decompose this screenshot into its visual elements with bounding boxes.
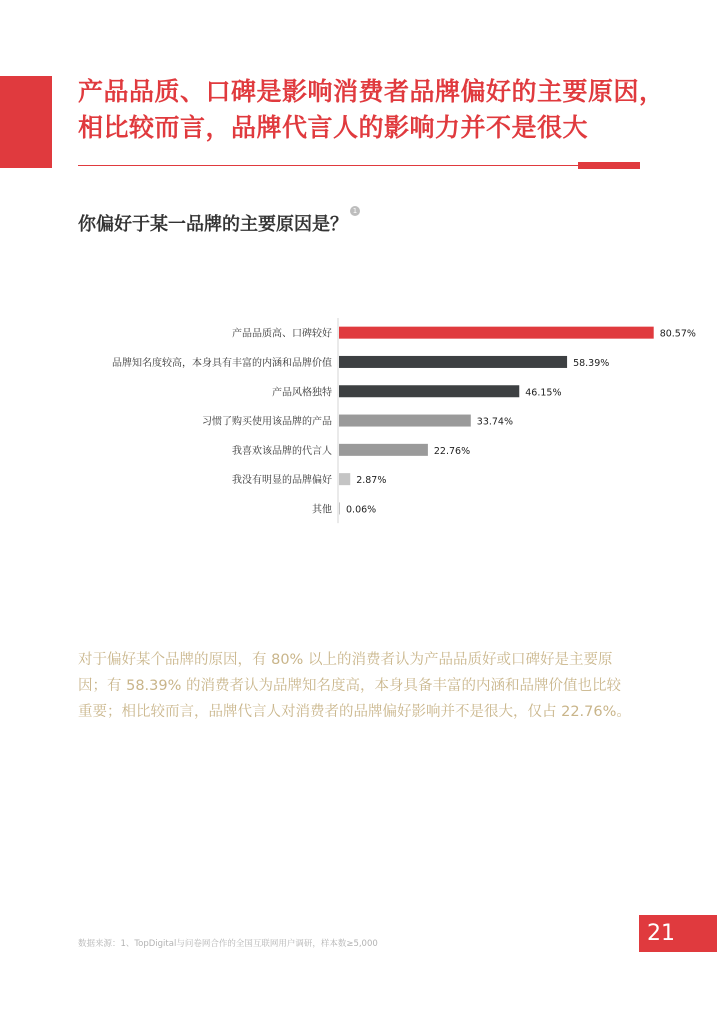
bar xyxy=(339,415,471,427)
chart-question xyxy=(78,207,360,236)
bar xyxy=(339,473,350,485)
summary-paragraph xyxy=(78,647,643,725)
bar xyxy=(339,385,519,397)
value-label: 22.76% xyxy=(433,445,471,457)
category-label: 我没有明显的品牌偏好 xyxy=(232,475,332,487)
bar xyxy=(339,327,654,339)
title-divider-accent xyxy=(578,162,640,169)
bar xyxy=(339,444,428,456)
accent-block xyxy=(0,76,52,168)
page-headline xyxy=(78,74,665,146)
category-label: 我喜欢该品牌的代言人 xyxy=(232,445,332,457)
value-label: 2.87% xyxy=(356,475,387,487)
paragraph-line-2: 因；有 58.39% 的消费者认为品牌知名度高，本身具备丰富的内涵和品牌价值也比较 xyxy=(78,678,622,694)
bar-chart xyxy=(0,300,717,530)
footnote-marker: 1 xyxy=(350,206,360,216)
bar xyxy=(339,502,340,514)
paragraph-line-3: 重要；相比较而言，品牌代言人对消费者的品牌偏好影响并不是很大，仅占 22.76%。 xyxy=(78,704,631,720)
category-label: 其他 xyxy=(312,504,332,516)
value-label: 46.15% xyxy=(525,387,562,399)
value-label: 33.74% xyxy=(476,416,514,428)
data-source-note: 数据来源：1、TopDigital与问卷网合作的全国互联网用户调研，样本数≥5,000 xyxy=(78,939,378,949)
category-label: 产品风格独特 xyxy=(272,387,332,399)
headline-line-2: 相比较而言，品牌代言人的影响力并不是很大 xyxy=(78,113,589,142)
question-text: 你偏好于某一品牌的主要原因是？ xyxy=(78,214,348,235)
category-label: 产品品质高、口碑较好 xyxy=(232,328,332,340)
paragraph-line-1: 对于偏好某个品牌的原因，有 80% 以上的消费者认为产品品质好或口碑好是主要原 xyxy=(78,652,613,668)
category-label: 习惯了购买使用该品牌的产品 xyxy=(202,416,332,428)
bar xyxy=(339,356,567,368)
value-label: 0.06% xyxy=(346,504,377,516)
category-label: 品牌知名度较高，本身具有丰富的内涵和品牌价值 xyxy=(112,357,332,369)
value-label: 80.57% xyxy=(659,328,696,340)
value-label: 58.39% xyxy=(573,357,610,369)
headline-line-1: 产品品质、口碑是影响消费者品牌偏好的主要原因， xyxy=(78,77,665,106)
title-divider xyxy=(78,165,578,166)
page-number: 21 xyxy=(639,915,717,952)
